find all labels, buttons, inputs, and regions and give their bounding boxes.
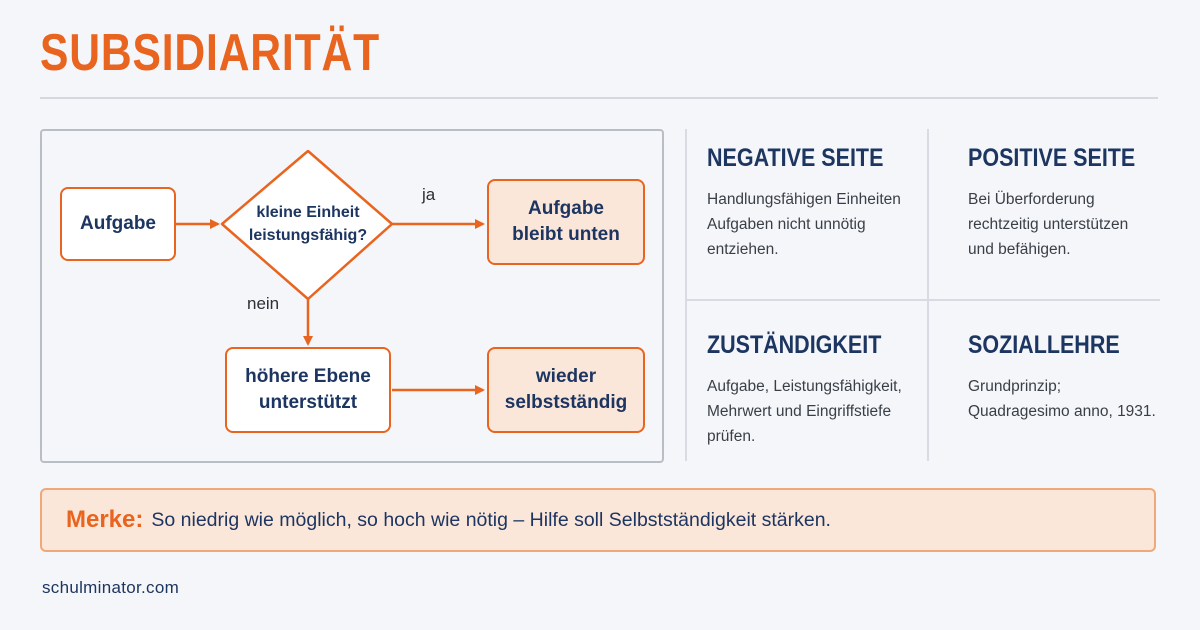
remember-note bbox=[40, 488, 1156, 552]
info-grid bbox=[685, 129, 1160, 461]
page-title: SUBSIDIARITÄT bbox=[40, 24, 380, 82]
info-cell-text: Handlungsfähigen Einheiten Aufgaben nicht unnötig entziehen. bbox=[707, 191, 901, 258]
title-divider bbox=[40, 97, 1158, 99]
note-text: So niedrig wie möglich, so hoch wie nötig – Hilfe soll Selbstständigkeit stärken. bbox=[151, 508, 831, 531]
yes-label: ja bbox=[422, 185, 436, 204]
info-cell-text: Bei Überforderung rechtzeitig unterstützen und befähigen. bbox=[968, 191, 1129, 258]
info-cell-heading: ZUSTÄNDIGKEIT bbox=[707, 331, 882, 359]
info-cell-heading: NEGATIVE SEITE bbox=[707, 144, 884, 172]
grid-horizontal-divider bbox=[685, 299, 1160, 301]
info-cell-negative bbox=[707, 143, 932, 262]
grid-left-divider bbox=[685, 129, 687, 461]
footer-site-name: schulminator.com bbox=[42, 578, 180, 597]
independent-again-node: wieder selbstständig bbox=[487, 347, 645, 433]
info-cell-social-teaching bbox=[968, 330, 1193, 424]
info-cell-heading: SOZIALLEHRE bbox=[968, 331, 1120, 359]
result-stays-below-node: Aufgabe bleibt unten bbox=[487, 179, 645, 265]
no-label: nein bbox=[247, 294, 280, 313]
higher-level-support-node: höhere Ebene unterstützt bbox=[225, 347, 391, 433]
decision-label: kleine Einheit leistungsfähig? bbox=[248, 204, 368, 244]
start-node: Aufgabe bbox=[60, 187, 176, 261]
info-cell-responsibility bbox=[707, 330, 932, 449]
info-cell-heading: POSITIVE SEITE bbox=[968, 144, 1136, 172]
info-cell-text: Aufgabe, Leistungsfähigkeit, Mehrwert und Eingriffstiefe prüfen. bbox=[707, 378, 902, 445]
info-cell-positive bbox=[968, 143, 1193, 262]
note-label: Merke: bbox=[66, 506, 144, 533]
flowchart-panel bbox=[40, 129, 664, 463]
info-cell-text: Grundprinzip; Quadragesimo anno, 1931. bbox=[968, 378, 1156, 420]
